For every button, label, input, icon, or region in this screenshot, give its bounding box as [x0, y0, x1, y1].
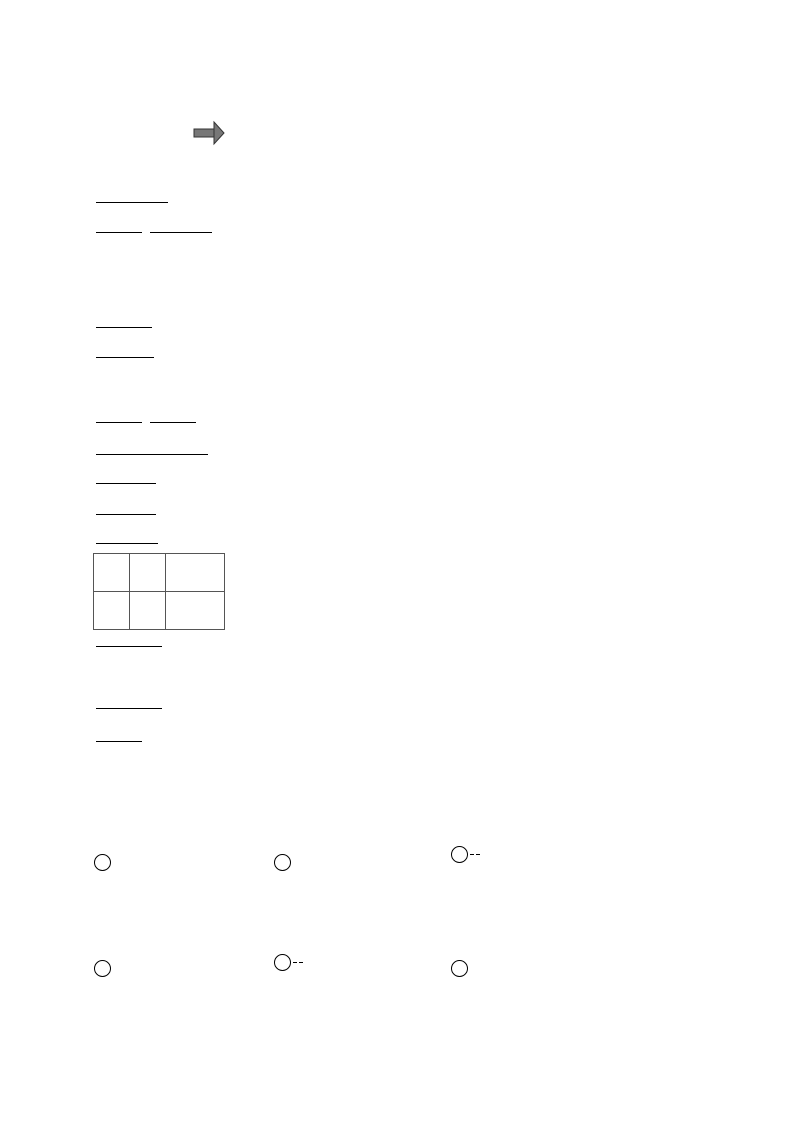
- item-mark: [274, 954, 291, 971]
- question-22: [94, 727, 144, 745]
- fraction: [476, 854, 480, 855]
- question-17-line2: [94, 408, 198, 426]
- answer-blank[interactable]: [96, 633, 162, 647]
- table-cell: [94, 592, 130, 630]
- question-18-line2: [94, 469, 158, 487]
- answer-blank[interactable]: [96, 409, 142, 423]
- question-15: [94, 218, 214, 236]
- arrow-icon: [194, 122, 224, 144]
- calc-item-5: [274, 954, 304, 971]
- answer-blank[interactable]: [96, 695, 162, 709]
- question-20: [94, 632, 164, 650]
- table-cell: [166, 554, 225, 592]
- question-16-line2: [94, 313, 154, 331]
- calc-item-4: [94, 960, 112, 977]
- question-16-line3: [94, 343, 156, 361]
- table-cell: [166, 592, 225, 630]
- answer-blank[interactable]: [96, 501, 156, 515]
- table-row: [94, 554, 225, 592]
- answer-blank[interactable]: [96, 344, 154, 358]
- calc-item-2: [274, 854, 292, 871]
- question-21-line2: [94, 694, 164, 712]
- fraction: [299, 962, 303, 963]
- calc-item-3: [451, 846, 481, 863]
- item-mark: [94, 960, 111, 977]
- question-14: [94, 188, 170, 206]
- item-mark: [451, 846, 468, 863]
- answer-blank[interactable]: [96, 728, 142, 742]
- circle-to-rectangle-figure: [90, 92, 370, 172]
- table-cell: [94, 554, 130, 592]
- calc-item-6: [451, 960, 469, 977]
- question-19: [94, 500, 158, 518]
- proportion-table: [93, 553, 225, 630]
- answer-blank[interactable]: [96, 441, 208, 455]
- item-mark: [274, 854, 291, 871]
- calc-item-1: [94, 854, 112, 871]
- answer-blank[interactable]: [96, 219, 142, 233]
- item-mark: [451, 960, 468, 977]
- table-cell: [130, 592, 166, 630]
- table-cell: [130, 554, 166, 592]
- question-19-line2: [94, 529, 160, 547]
- answer-blank[interactable]: [96, 189, 168, 203]
- answer-blank[interactable]: [96, 314, 152, 328]
- answer-blank[interactable]: [96, 530, 158, 544]
- table-row: [94, 592, 225, 630]
- fraction: [470, 854, 474, 855]
- fraction: [293, 962, 297, 963]
- question-18: [94, 440, 210, 458]
- answer-blank[interactable]: [150, 409, 196, 423]
- answer-blank[interactable]: [96, 470, 156, 484]
- answer-blank[interactable]: [150, 219, 212, 233]
- item-mark: [94, 854, 111, 871]
